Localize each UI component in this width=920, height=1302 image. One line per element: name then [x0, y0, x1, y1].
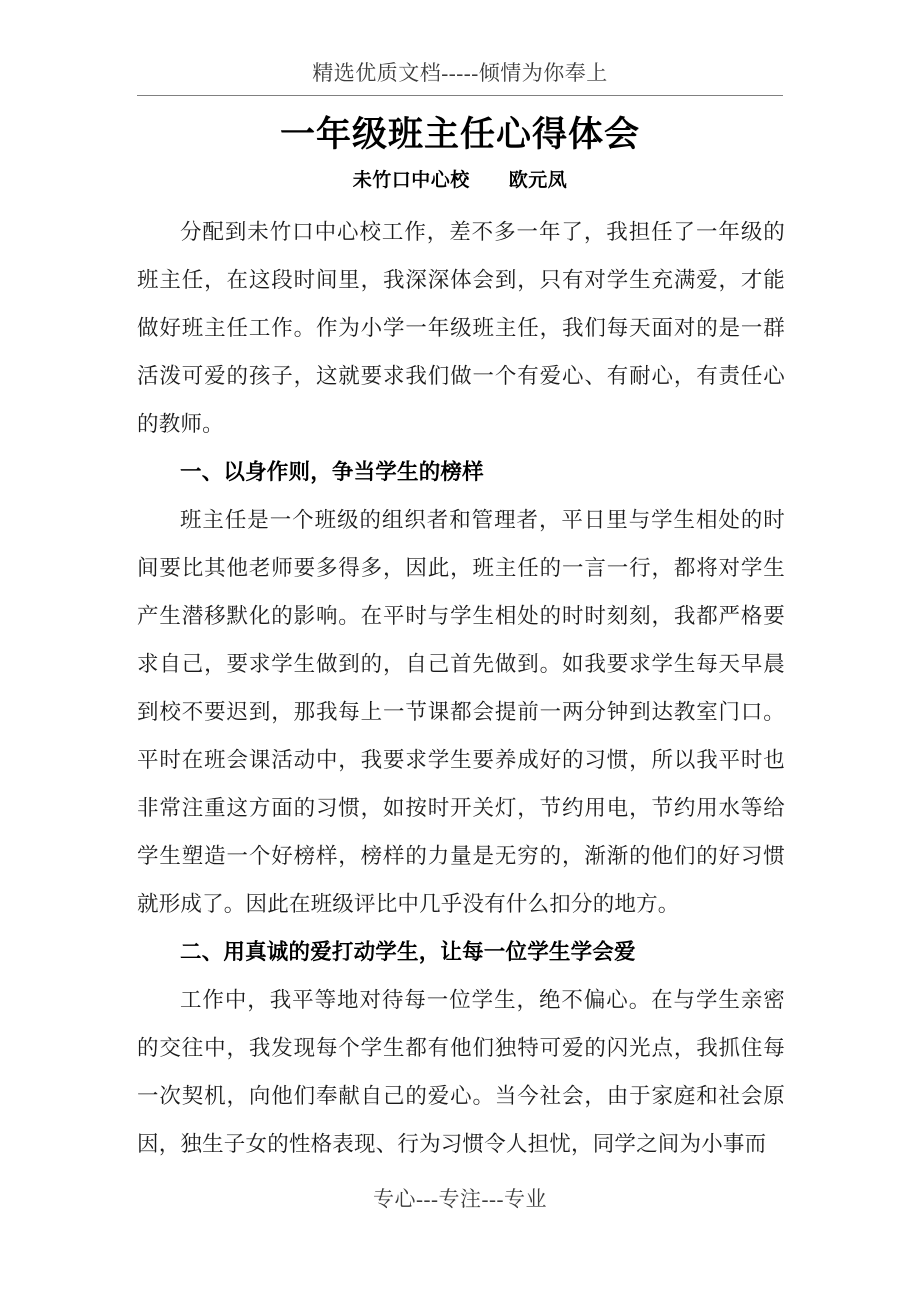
document-footer	[0, 1184, 920, 1214]
document-byline: 未竹口中心校 欧元凤	[352, 170, 568, 191]
header-divider-rule	[137, 95, 783, 96]
title-block	[0, 112, 920, 198]
body-paragraph: 工作中，我平等地对待每一位学生，绝不偏心。在与学生亲密的交往中，我发现每个学生都有他们独特可爱的闪光点，我抓住每一次契机，向他们奉献自己的爱心。当今社会，由于家庭和社会原因，独生子女的性格表现、行为习惯令人担忧，同学之间为小事而	[137, 988, 785, 1156]
section-heading-one: 一、以身作则，争当学生的榜样	[180, 460, 484, 484]
section-heading-two: 二、用真诚的爱打动学生，让每一位学生学会爱	[180, 940, 636, 964]
document-header	[0, 58, 920, 88]
document-title: 一年级班主任心得体会	[279, 115, 640, 154]
body-paragraph: 班主任是一个班级的组织者和管理者，平日里与学生相处的时间要比其他老师要多得多，因此，班主任的一言一行，都将对学生产生潜移默化的影响。在平时与学生相处的时时刻刻，我都严格要求自己，要求学生做到的，自己首先做到。如我要求学生每天早晨到校不要迟到，那我每上一节课都会提前一两分钟到达教室门口。平时在班会课活动中，我要求学生要养成好的习惯，所以我平时也非常注重这方面的习惯，如按时开关灯，节约用电，节约用水等给学生塑造一个好榜样，榜样的力量是无穷的，渐渐的他们的好习惯就形成了。因此在班级评比中几乎没有什么扣分的地方。	[137, 508, 785, 916]
header-text: 精选优质文档-----倾情为你奉上	[312, 61, 608, 85]
document-body	[137, 208, 785, 1168]
body-paragraph: 分配到未竹口中心校工作，差不多一年了，我担任了一年级的班主任，在这段时间里，我深深体会到，只有对学生充满爱，才能做好班主任工作。作为小学一年级班主任，我们每天面对的是一群活泼可爱的孩子，这就要求我们做一个有爱心、有耐心，有责任心的教师。	[137, 220, 785, 436]
footer-text: 专心---专注---专业	[373, 1187, 547, 1211]
